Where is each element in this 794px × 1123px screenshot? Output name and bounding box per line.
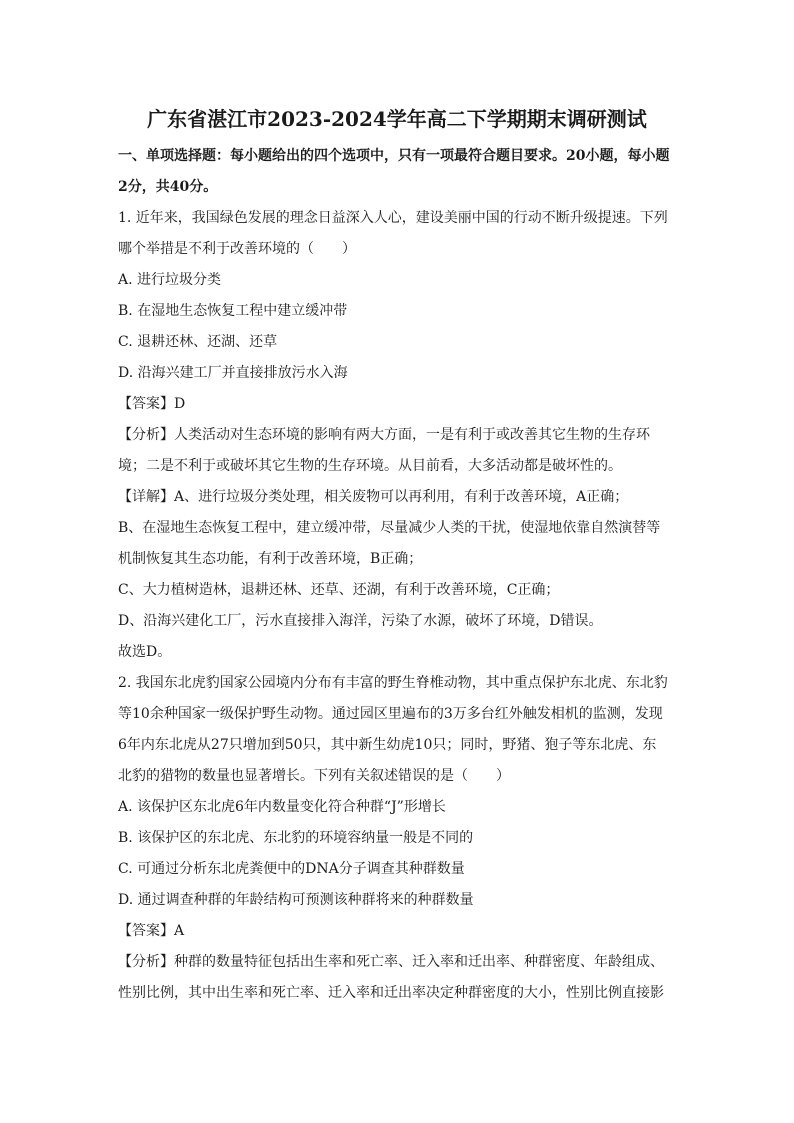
- q2-stem-line-2: 等10余种国家一级保护野生动物。通过园区里遍布的3万多台红外触发相机的监测，发现: [118, 706, 663, 722]
- q1-option-c: C. 退耕还林、还湖、还草: [118, 334, 278, 350]
- document-body: [118, 141, 678, 1009]
- q1-detail-line-5: D、沿海兴建化工厂，污水直接排入海洋，污染了水源，破坏了环境，D错误。: [118, 613, 603, 629]
- q2-analysis-line-2: 性别比例，其中出生率和死亡率、迁入率和迁出率决定种群密度的大小，性别比例直接影: [118, 985, 664, 1001]
- q1-analysis-line-2: 境；二是不利于或破坏其它生物的生存环境。从目前看，大多活动都是破坏性的。: [118, 458, 622, 474]
- document-title: 广东省湛江市2023-2024学年高二下学期期末调研测试: [147, 107, 647, 131]
- q1-option-a: A. 进行垃圾分类: [118, 272, 222, 288]
- q1-stem-line-2: 哪个举措是不利于改善环境的（ ）: [118, 241, 356, 257]
- q1-detail-line-3: 机制恢复其生态功能，有利于改善环境，B正确；: [118, 551, 423, 567]
- q2-stem-line-1: 2. 我国东北虎豹国家公园境内分布有丰富的野生脊椎动物，其中重点保护东北虎、东北豹: [118, 675, 668, 691]
- q1-conclusion: 故选D。: [118, 644, 172, 660]
- q2-option-d: D. 通过调查种群的年龄结构可预测该种群将来的种群数量: [118, 892, 474, 908]
- q1-stem-line-1: 1. 近年来，我国绿色发展的理念日益深入人心，建设美丽中国的行动不断升级提速。下列: [118, 210, 668, 226]
- section-heading-line-1: 一、单项选择题：每小题给出的四个选项中，只有一项最符合题目要求。20小题，每小题: [118, 148, 670, 164]
- q2-option-c: C. 可通过分析东北虎粪便中的DNA分子调查其种群数量: [118, 861, 465, 877]
- q2-answer: 【答案】A: [118, 923, 185, 939]
- q1-answer: 【答案】D: [118, 396, 186, 412]
- q1-detail-line-1: 【详解】A、进行垃圾分类处理，相关废物可以再利用，有利于改善环境，A正确；: [118, 489, 629, 505]
- q2-stem-line-3: 6年内东北虎从27只增加到50只，其中新生幼虎10只；同时，野猪、狍子等东北虎、东: [118, 737, 657, 753]
- q1-option-d: D. 沿海兴建工厂并直接排放污水入海: [118, 365, 348, 381]
- q1-detail-line-4: C、大力植树造林，退耕还林、还草、还湖，有利于改善环境，C正确；: [118, 582, 560, 598]
- q1-option-b: B. 在湿地生态恢复工程中建立缓冲带: [118, 303, 348, 319]
- q2-option-a: A. 该保护区东北虎6年内数量变化符合种群“J”形增长: [118, 799, 446, 815]
- q2-stem-line-4: 北豹的猎物的数量也显著增长。下列有关叙述错误的是（ ）: [118, 768, 510, 784]
- section-heading-line-2: 2分，共40分。: [118, 179, 218, 195]
- q2-option-b: B. 该保护区的东北虎、东北豹的环境容纳量一般是不同的: [118, 830, 474, 846]
- q2-analysis-line-1: 【分析】种群的数量特征包括出生率和死亡率、迁入率和迁出率、种群密度、年龄组成、: [118, 954, 664, 970]
- q1-analysis-line-1: 【分析】人类活动对生态环境的影响有两大方面，一是有利于或改善其它生物的生存环: [118, 427, 650, 443]
- q1-detail-line-2: B、在湿地生态恢复工程中，建立缓冲带，尽量减少人类的干扰，使湿地依靠自然演替等: [118, 520, 661, 536]
